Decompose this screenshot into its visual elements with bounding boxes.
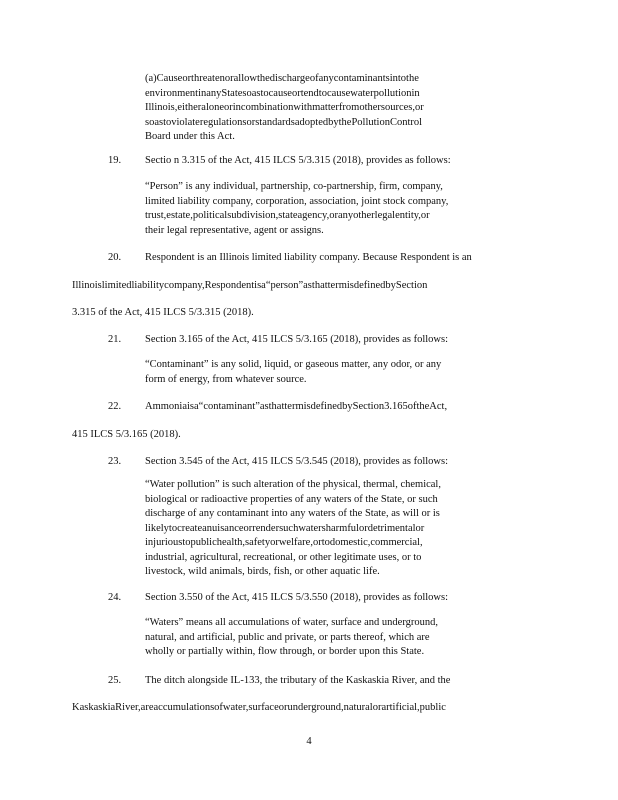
quote-line: “Water pollution” is such alteration of the physical, thermal, chemical, xyxy=(145,479,441,490)
quote-line: “Person” is any individual, partnership, co-partnership, firm, company, xyxy=(145,181,443,192)
paragraph-20-continuation: Illinoislimitedliabilitycompany,Respondentisa“person”asthattermisdefinedbySection xyxy=(72,280,428,291)
quote-line: injurioustopublichealth,safetyorwelfare,ortodomestic,commercial, xyxy=(145,537,423,548)
quote-line: livestock, wild animals, birds, fish, or other aquatic life. xyxy=(145,566,380,577)
quote-line: “Waters” means all accumulations of water, surface and underground, xyxy=(145,617,439,628)
quote-line: wholly or partially within, flow through, or border upon this State. xyxy=(145,646,425,657)
quote-waters-definition xyxy=(145,616,490,660)
paragraph-number-25: 25. xyxy=(108,675,122,686)
quote-line: trust,estate,politicalsubdivision,stateagency,oranyotherlegalentity,or xyxy=(145,210,430,221)
quote-person-definition xyxy=(145,180,490,238)
quote-line: natural, and artificial, public and private, or parts thereof, which are xyxy=(145,631,430,643)
quote-contaminant-definition xyxy=(145,358,490,387)
page-number: 4 xyxy=(306,736,312,747)
quote-line: Illinois,eitheraloneorincombinationwithmatterfromothersources,or xyxy=(145,102,424,113)
quote-line: limited liability company, corporation, association, joint stock company, xyxy=(145,195,449,207)
paragraph-number-23: 23. xyxy=(108,456,122,467)
quote-line: industrial, agricultural, recreational, or other legitimate uses, or to xyxy=(145,551,422,563)
paragraph-19-text: Sectio n 3.315 of the Act, 415 ILCS 5/3.315 (2018), provides as follows: xyxy=(145,155,451,166)
paragraph-24-text: Section 3.550 of the Act, 415 ILCS 5/3.550 (2018), provides as follows: xyxy=(145,592,449,603)
quote-line: environmentinanyStatesoastocauseortendtocausewaterpollutionin xyxy=(145,87,420,99)
quote-line: likelytocreateanuisanceorrendersuchwatersharmfulordetrimentalor xyxy=(145,522,425,534)
paragraph-25-text: The ditch alongside IL-133, the tributary of the Kaskaskia River, and the xyxy=(145,675,451,686)
quote-water-pollution-definition xyxy=(145,478,490,580)
quote-line: biological or radioactive properties of any waters of the State, or such xyxy=(145,493,438,505)
paragraph-number-19: 19. xyxy=(108,155,122,166)
quote-line: Board under this Act. xyxy=(145,131,235,142)
paragraph-20-text: Respondent is an Illinois limited liability company. Because Respondent is an xyxy=(145,252,472,263)
paragraph-number-21: 21. xyxy=(108,334,122,345)
paragraph-23-text: Section 3.545 of the Act, 415 ILCS 5/3.545 (2018), provides as follows: xyxy=(145,456,449,467)
quote-intro xyxy=(145,72,490,145)
paragraph-number-22: 22. xyxy=(108,401,122,412)
paragraph-number-20: 20. xyxy=(108,252,122,263)
quote-line: soastoviolateregulationsorstandardsadoptedbythePollutionControl xyxy=(145,116,423,128)
paragraph-25-continuation: KaskaskiaRiver,areaccumulationsofwater,surfaceorunderground,naturalorartificial,public xyxy=(72,702,446,713)
paragraph-22-text: Ammoniaisa“contaminant”asthattermisdefinedbySection3.165oftheAct, xyxy=(145,401,448,412)
quote-line: their legal representative, agent or assigns. xyxy=(145,224,324,236)
quote-line: discharge of any contaminant into any waters of the State, as will or is xyxy=(145,508,440,519)
quote-line: “Contaminant” is any solid, liquid, or gaseous matter, any odor, or any xyxy=(145,359,442,370)
paragraph-20-continuation: 3.315 of the Act, 415 ILCS 5/3.315 (2018). xyxy=(72,307,254,318)
paragraph-21-text: Section 3.165 of the Act, 415 ILCS 5/3.165 (2018), provides as follows: xyxy=(145,334,449,345)
paragraph-22-continuation: 415 ILCS 5/3.165 (2018). xyxy=(72,429,181,440)
quote-line: (a)Causeorthreatenorallowthedischargeofanycontaminantsintothe xyxy=(145,73,419,84)
quote-line: form of energy, from whatever source. xyxy=(145,373,307,385)
paragraph-number-24: 24. xyxy=(108,592,122,603)
